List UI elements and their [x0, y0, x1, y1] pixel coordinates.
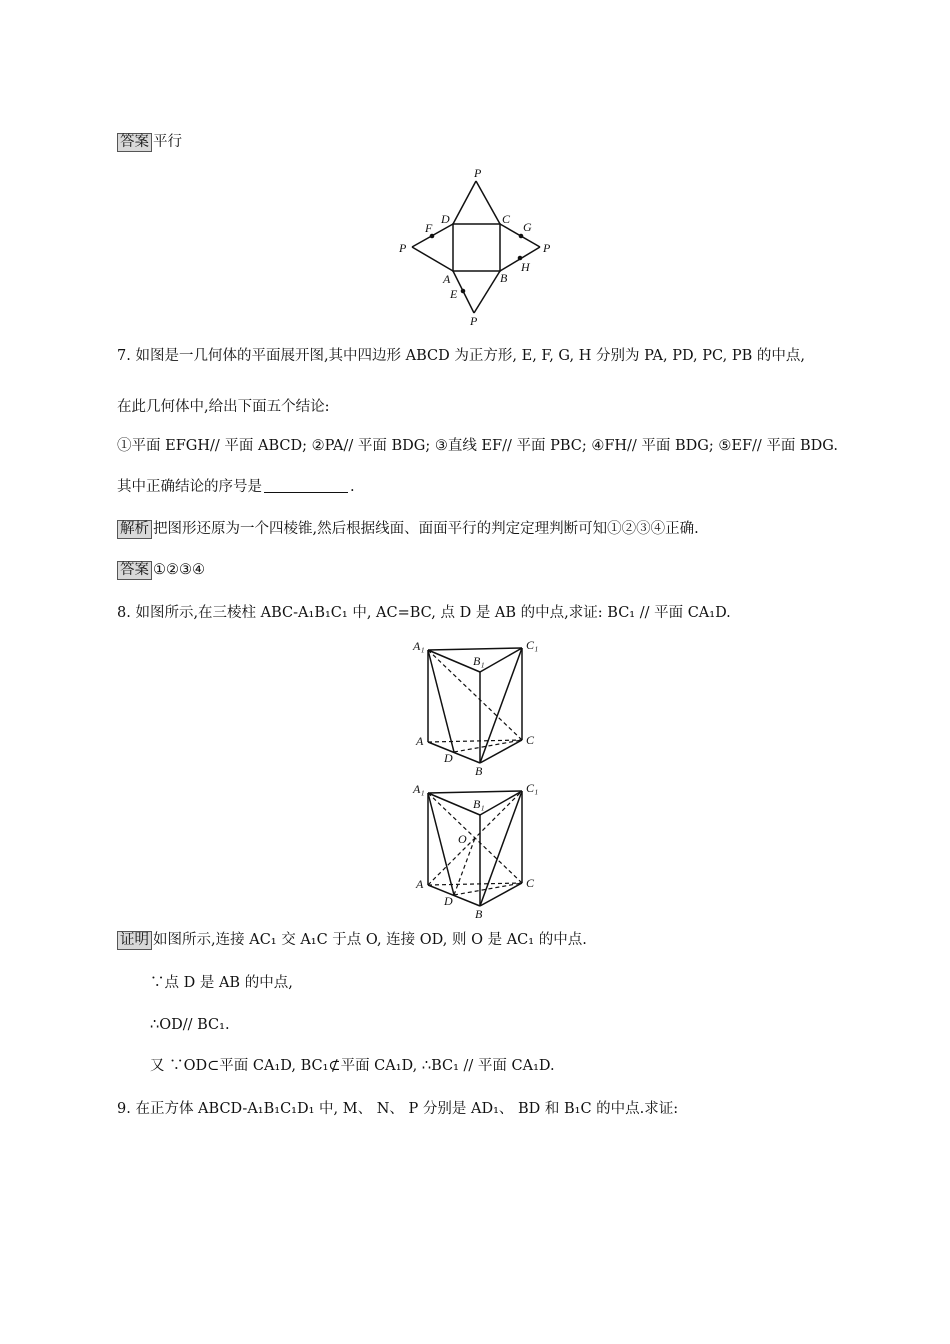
answer-blank — [264, 478, 348, 493]
fig1-label-c: C — [502, 212, 511, 226]
q7-prompt: 其中正确结论的序号是 — [117, 479, 262, 495]
proof-line-3: ∴OD// BC₁. — [150, 1017, 230, 1033]
fig2b-label-a1: A₁ — [413, 782, 425, 796]
fig2b-label-b1: B₁ — [473, 797, 485, 811]
answer-text: ①②③④ — [153, 562, 205, 578]
q8-line-1: 8. 如图所示,在三棱柱 ABC-A₁B₁C₁ 中, AC=BC, 点 D 是 AB 的中点,求证: BC₁ // 平面 CA₁D. — [117, 605, 731, 621]
fig2a-label-b: B — [475, 764, 483, 778]
fig1-label-h: H — [521, 260, 530, 274]
q9-line-1: 9. 在正方体 ABCD-A₁B₁C₁D₁ 中, M、 N、 P 分别是 AD₁、 BD 和 B₁C 的中点.求证: — [117, 1101, 679, 1117]
fig2a-label-c1: C₁ — [526, 638, 539, 652]
analysis-text: 把图形还原为一个四棱锥,然后根据线面、面面平行的判定定理判断可知①②③④正确. — [153, 521, 699, 537]
fig1-label-g: G — [523, 220, 532, 234]
fig1-label-e: E — [450, 287, 458, 301]
fig1-label-p-right: P — [543, 241, 551, 255]
fig2b-label-c1: C₁ — [526, 781, 539, 795]
answer-6 — [117, 132, 182, 152]
answer-tag: 答案 — [117, 133, 152, 152]
fig1-label-d: D — [441, 212, 450, 226]
fig2a-label-b1: B₁ — [473, 654, 485, 668]
q7-line-3: ①平面 EFGH// 平面 ABCD; ②PA// 平面 BDG; ③直线 EF// 平面 PBC; ④FH// 平面 BDG; ⑤EF// 平面 BDG. — [117, 438, 838, 454]
answer-text: 平行 — [153, 134, 182, 150]
fig1-label-p-bottom: P — [470, 314, 478, 325]
fig2a-label-c: C — [526, 733, 535, 747]
fig2b-label-b: B — [475, 907, 483, 921]
q7-line-4: 其中正确结论的序号是 . — [117, 479, 355, 495]
q7-line-2: 在此几何体中,给出下面五个结论: — [117, 399, 330, 415]
fig1-label-f: F — [425, 221, 433, 235]
fig1-label-p-top: P — [474, 166, 482, 180]
pyramid-net-figure — [395, 165, 565, 325]
fig2a-label-a: A — [416, 734, 424, 748]
proof-line-4: 又 ∵OD⊂平面 CA₁D, BC₁⊄平面 CA₁D, ∴BC₁ // 平面 CA₁D. — [150, 1058, 555, 1074]
fig1-label-b: B — [500, 271, 508, 285]
proof-tag: 证明 — [117, 931, 152, 950]
analysis-tag: 解析 — [117, 520, 152, 539]
fig2b-label-a: A — [416, 877, 424, 891]
answer-7 — [117, 560, 205, 580]
proof-line-1: 如图所示,连接 AC₁ 交 A₁C 于点 O, 连接 OD, 则 O 是 AC₁ 的中点. — [153, 932, 587, 948]
fig2a-label-d: D — [444, 751, 453, 765]
fig1-label-p-left: P — [399, 241, 407, 255]
fig2a-label-a1: A₁ — [413, 639, 425, 653]
fig1-label-a: A — [443, 272, 451, 286]
proof-line-2: ∵点 D 是 AB 的中点, — [150, 975, 293, 991]
proof-8 — [117, 930, 587, 950]
fig2b-label-o: O — [458, 832, 467, 846]
answer-tag: 答案 — [117, 561, 152, 580]
analysis-7 — [117, 519, 699, 539]
fig2b-label-d: D — [444, 894, 453, 908]
fig2b-label-c: C — [526, 876, 535, 890]
q7-line-1: 7. 如图是一几何体的平面展开图,其中四边形 ABCD 为正方形, E, F, G, H 分别为 PA, PD, PC, PB 的中点, — [117, 348, 805, 364]
prism-figure-2 — [410, 780, 545, 922]
prism-figure-1 — [410, 637, 545, 779]
